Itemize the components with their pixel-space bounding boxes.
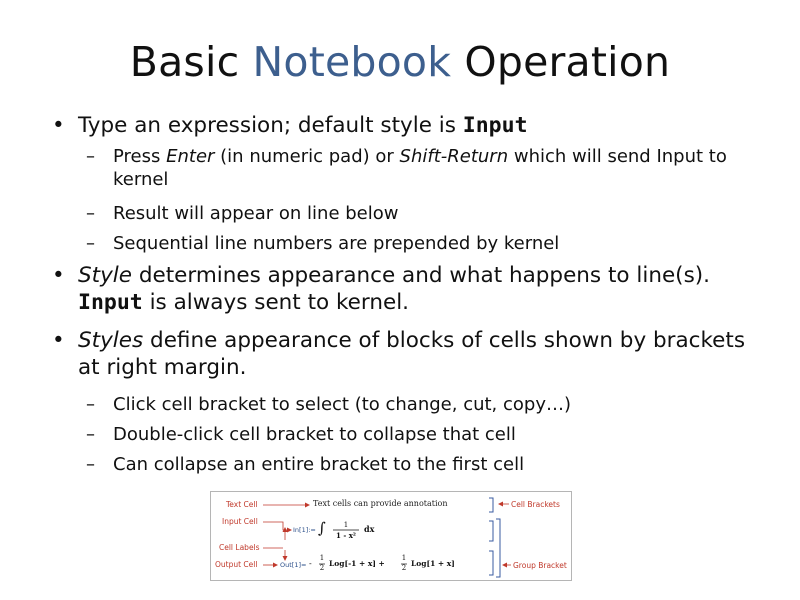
label-cell-labels: Cell Labels [219,543,260,552]
sub-text-post: which will send Input to kernel [113,146,727,190]
input-dx: dx [364,524,375,534]
slide-title [0,38,800,86]
bullet-2-text-post: is always sent to kernel. [142,290,410,315]
bullet-1-code: Input [462,113,528,138]
in-prompt: In[1]:= [293,526,316,534]
bullet-1-sub-1 [86,145,766,191]
out-prompt: Out[1]= [280,561,307,569]
sub-text: Double-click cell bracket to collapse that cell [113,424,516,445]
output-neg: - [309,559,312,568]
label-text-cell: Text Cell [226,500,258,509]
label-input-cell: Input Cell [222,517,258,526]
bullet-1 [52,112,752,139]
sub-text: Result will appear on line below [113,203,399,224]
sub-text-mid: (in numeric pad) or [214,146,400,167]
sub-text: Can collapse an entire bracket to the first cell [113,454,525,475]
sub-text: Click cell bracket to select (to change, cut, copy…) [113,394,572,415]
output-log-2: Log[1 + x] [411,559,455,568]
dash: – [86,146,95,167]
bullet-2 [52,262,752,316]
notebook-diagram [210,491,572,581]
output-numerator-2: 1 [401,554,407,562]
output-denominator-2: 2 [401,564,407,572]
sub-text: Sequential line numbers are prepended by kernel [113,233,560,254]
title-accent: Notebook [252,38,452,86]
output-numerator-1: 1 [319,554,325,562]
input-numerator: 1 [343,521,349,529]
annotation-text: Text cells can provide annotation [313,499,448,508]
bullet-dot: • [52,113,65,138]
input-denominator: 1 - x² [336,531,356,540]
bullet-2-em: Style [78,263,133,288]
bullet-3-sub-1 [86,393,766,416]
output-denominator-1: 2 [319,564,325,572]
bullet-3-sub-2 [86,423,766,446]
bullet-3-em: Styles [78,328,144,353]
label-output-cell: Output Cell [215,560,258,569]
bullet-3-text: define appearance of blocks of cells shown by brackets at right margin. [78,328,746,380]
bullet-1-sub-3 [86,232,766,255]
dash: – [86,454,95,475]
sub-em-enter: Enter [166,146,215,167]
sub-em-shift-return: Shift-Return [399,146,509,167]
bullet-2-text: determines appearance and what happens to line(s). [132,263,710,288]
dash: – [86,203,95,224]
bullet-3-sub-3 [86,453,766,476]
bullet-dot: • [52,328,65,353]
title-part1: Basic [129,38,253,86]
bullet-1-text: Type an expression; default style is [78,113,463,138]
output-log-1: Log[-1 + x] + [329,559,385,568]
dash: – [86,424,95,445]
bullet-3 [52,327,752,381]
dash: – [86,394,95,415]
bullet-1-sub-2 [86,202,766,225]
integral-sign: ∫ [318,519,326,537]
sub-text: Press [113,146,167,167]
dash: – [86,233,95,254]
label-cell-brackets: Cell Brackets [511,500,560,509]
bullet-2-code: Input [78,290,143,315]
title-part2: Operation [451,38,671,86]
bullet-dot: • [52,263,65,288]
label-group-bracket: Group Bracket [513,561,567,570]
